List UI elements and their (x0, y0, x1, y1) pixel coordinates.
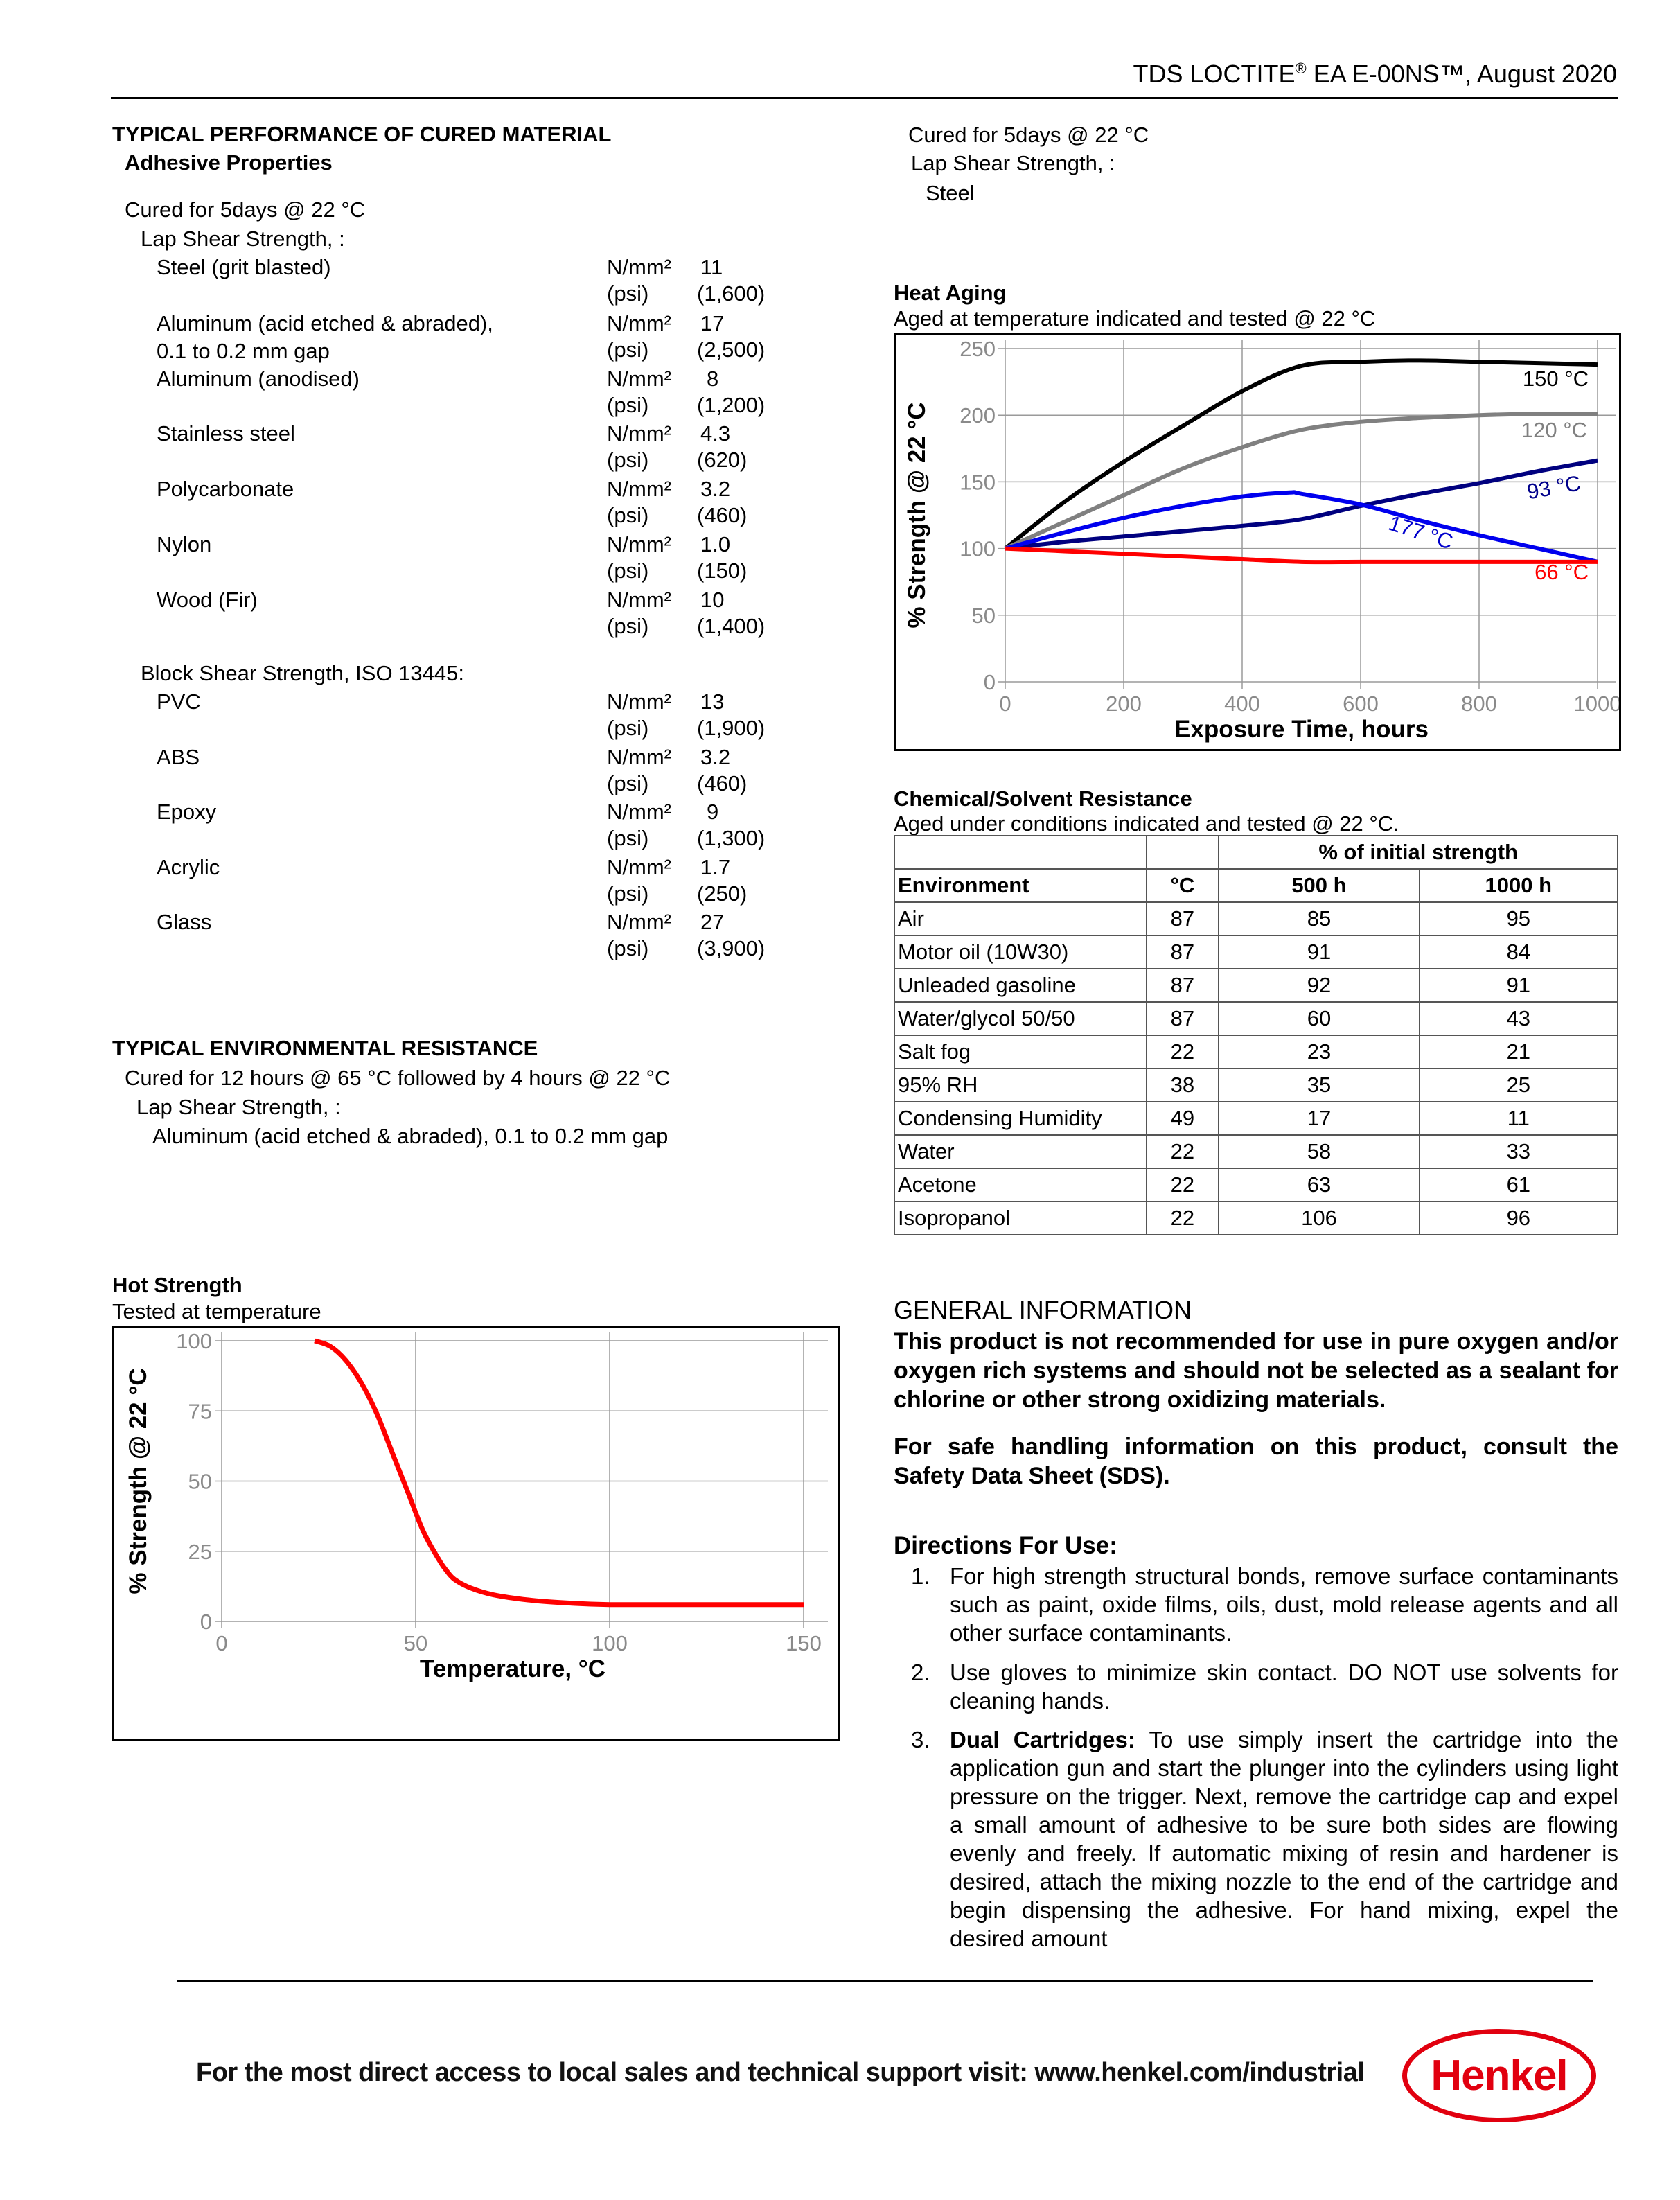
block-shear-label: Block Shear Strength, ISO 13445: (141, 661, 464, 685)
list-number: 1. (911, 1563, 930, 1589)
y-tick-label: 100 (176, 1329, 212, 1353)
series-label: 177 °C (1386, 510, 1456, 554)
table-cell: 22 (1147, 1202, 1219, 1235)
unit-psi: (psi) (607, 771, 649, 795)
x-tick-label: 1000 (1573, 692, 1619, 716)
hot-strength-chart (112, 1326, 840, 1741)
unit-psi: (psi) (607, 393, 649, 417)
series-line (1005, 461, 1598, 549)
value-nmm2: 1.7 (700, 855, 731, 879)
table-cell: 17 (1219, 1102, 1419, 1135)
value-nmm2: 3.2 (700, 477, 731, 501)
value-psi: (460) (697, 771, 748, 795)
unit-psi: (psi) (607, 826, 649, 850)
value-psi: (150) (697, 558, 748, 583)
table-cell: 60 (1219, 1002, 1419, 1035)
right-cure-conditions: Cured for 5days @ 22 °C (908, 123, 1149, 147)
table-body (894, 902, 1618, 1235)
table-row (894, 1035, 1618, 1068)
table-cell: 22 (1147, 1035, 1219, 1068)
doc-title: TDS LOCTITE (1133, 60, 1296, 88)
direction-lead: Dual Cartridges: (950, 1727, 1135, 1752)
value-psi: (250) (697, 881, 748, 906)
value-nmm2: 13 (700, 689, 725, 714)
y-tick-label: 100 (960, 536, 996, 561)
env-cure-conditions: Cured for 12 hours @ 65 °C followed by 4 hours @ 22 °C (125, 1066, 671, 1090)
direction-text (950, 1725, 1618, 1953)
table-row (894, 1168, 1618, 1202)
substrate-name: PVC (157, 689, 201, 714)
table-cell: Motor oil (10W30) (894, 935, 1147, 969)
x-tick-label: 600 (1343, 692, 1379, 716)
value-nmm2: 8 (707, 367, 719, 391)
unit-psi: (psi) (607, 448, 649, 472)
value-psi: (2,500) (697, 337, 766, 362)
x-axis-label: Exposure Time, hours (1174, 716, 1429, 743)
unit-nmm2: N/mm² (607, 800, 671, 824)
x-tick-label: 800 (1461, 692, 1497, 716)
unit-psi: (psi) (607, 281, 649, 306)
substrate-name: Wood (Fir) (157, 588, 258, 612)
table-cell: Condensing Humidity (894, 1102, 1147, 1135)
direction-body: To use simply insert the cartridge into the application gun and start the plunger into the cylinders using light pressure on the trigger. Next, remove the cartridge cap and expel a small amount of adhesive to be sure both sides are flowing evenly and freely. If automatic mixing of resin and hardener is desired, attach the mixing nozzle to the end of the cartridge and begin dispensing the adhesive. For hand mixing, expel the desired amount (950, 1727, 1619, 1951)
table-cell: 85 (1219, 902, 1419, 935)
x-tick-label: 100 (592, 1631, 628, 1655)
value-nmm2: 9 (707, 800, 719, 824)
y-tick-label: 50 (971, 603, 996, 628)
y-tick-label: 75 (188, 1399, 212, 1424)
series-label: 93 °C (1525, 470, 1583, 504)
substrate-name: Steel (grit blasted) (157, 255, 331, 279)
table-cell: 49 (1147, 1102, 1219, 1135)
x-tick-label: 0 (999, 692, 1011, 716)
table-cell: 38 (1147, 1068, 1219, 1102)
table-cell: 22 (1147, 1135, 1219, 1168)
unit-nmm2: N/mm² (607, 689, 671, 714)
table-cell: Air (894, 902, 1147, 935)
table-row (894, 1135, 1618, 1168)
value-psi: (620) (697, 448, 748, 472)
x-tick-label: 150 (786, 1631, 822, 1655)
right-lap-shear-label: Lap Shear Strength, : (911, 151, 1115, 175)
substrate-name: ABS (157, 745, 200, 769)
table-cell: 91 (1219, 935, 1419, 969)
table-row (894, 1068, 1618, 1102)
x-tick-label: 400 (1224, 692, 1260, 716)
unit-psi: (psi) (607, 881, 649, 906)
table-cell: Isopropanol (894, 1202, 1147, 1235)
right-substrate: Steel (926, 181, 975, 205)
series-line (315, 1341, 804, 1605)
list-item (157, 254, 780, 309)
env-substrate: Aluminum (acid etched & abraded), 0.1 to 0.2 mm gap (152, 1124, 669, 1148)
list-item (157, 798, 780, 854)
chem-title: Chemical/Solvent Resistance (894, 786, 1192, 811)
table-cell (894, 836, 1147, 869)
section-title-performance: TYPICAL PERFORMANCE OF CURED MATERIAL (112, 122, 612, 146)
list-number: 2. (911, 1660, 930, 1685)
unit-nmm2: N/mm² (607, 745, 671, 769)
y-tick-label: 250 (960, 337, 996, 361)
env-lap-shear-label: Lap Shear Strength, : (136, 1095, 341, 1119)
column-header: 1000 h (1420, 869, 1618, 902)
substrate-name: Acrylic (157, 855, 220, 879)
substrate-name: Polycarbonate (157, 477, 294, 501)
list-item (157, 475, 780, 531)
substrate-name: Aluminum (acid etched & abraded), (157, 311, 493, 335)
unit-nmm2: N/mm² (607, 311, 671, 335)
unit-nmm2: N/mm² (607, 910, 671, 934)
value-psi: (1,300) (697, 826, 766, 850)
value-nmm2: 17 (700, 311, 725, 335)
x-tick-label: 0 (215, 1631, 228, 1655)
heat-aging-title: Heat Aging (894, 281, 1007, 305)
table-cell: 58 (1219, 1135, 1419, 1168)
table-cell: 96 (1420, 1202, 1618, 1235)
value-psi: (1,900) (697, 716, 766, 740)
column-header: 500 h (1219, 869, 1419, 902)
hot-strength-plot (114, 1328, 838, 1739)
chem-subtitle: Aged under conditions indicated and tested @ 22 °C. (894, 811, 1399, 836)
value-psi: (1,400) (697, 614, 766, 638)
list-number: 3. (911, 1727, 930, 1752)
henkel-logo (1402, 2029, 1596, 2122)
table-cell: 35 (1219, 1068, 1419, 1102)
substrate-name-line2: 0.1 to 0.2 mm gap (157, 339, 330, 363)
table-cell: 87 (1147, 935, 1219, 969)
series-label: 120 °C (1521, 418, 1587, 442)
heat-aging-chart (894, 333, 1621, 751)
value-nmm2: 1.0 (700, 532, 731, 556)
table-cell: Water/glycol 50/50 (894, 1002, 1147, 1035)
list-item (157, 531, 780, 586)
group-header: % of initial strength (1219, 836, 1618, 869)
table-cell: 43 (1420, 1002, 1618, 1035)
table-header-row (894, 869, 1618, 902)
footer-support-text[interactable]: For the most direct access to local sales and technical support visit: www.henkel.com/industrial (196, 2058, 1365, 2087)
value-nmm2: 11 (700, 255, 723, 279)
series-label: 66 °C (1535, 560, 1589, 584)
value-nmm2: 3.2 (700, 745, 731, 769)
series-label: 150 °C (1522, 367, 1589, 391)
value-psi: (1,200) (697, 393, 766, 417)
x-axis-label: Temperature, °C (419, 1655, 606, 1682)
unit-nmm2: N/mm² (607, 532, 671, 556)
value-nmm2: 27 (700, 910, 725, 934)
substrate-name: Glass (157, 910, 212, 934)
table-cell: 25 (1420, 1068, 1618, 1102)
y-tick-label: 25 (188, 1539, 212, 1564)
table-row (894, 969, 1618, 1002)
header-divider (111, 97, 1618, 99)
y-axis-label: % Strength @ 22 °C (125, 1368, 152, 1594)
heat-aging-subtitle: Aged at temperature indicated and tested @ 22 °C (894, 306, 1376, 331)
unit-psi: (psi) (607, 558, 649, 583)
list-item (157, 420, 780, 475)
unit-nmm2: N/mm² (607, 255, 671, 279)
y-tick-label: 200 (960, 403, 996, 428)
table-cell: 21 (1420, 1035, 1618, 1068)
table-cell: 92 (1219, 969, 1419, 1002)
y-tick-label: 0 (983, 670, 996, 694)
table-cell: 106 (1219, 1202, 1419, 1235)
table-cell: Water (894, 1135, 1147, 1168)
substrate-name: Aluminum (anodised) (157, 367, 360, 391)
table-cell: Unleaded gasoline (894, 969, 1147, 1002)
table-row (894, 1002, 1618, 1035)
registered-mark: ® (1295, 60, 1307, 77)
list-item (157, 908, 780, 964)
table-cell: 91 (1420, 969, 1618, 1002)
unit-nmm2: N/mm² (607, 855, 671, 879)
table-row (894, 1102, 1618, 1135)
substrate-name: Stainless steel (157, 421, 295, 446)
unit-psi: (psi) (607, 936, 649, 960)
directions-title: Directions For Use: (894, 1532, 1117, 1559)
hot-strength-subtitle: Tested at temperature (112, 1299, 321, 1323)
table-cell: 87 (1147, 969, 1219, 1002)
oxygen-warning: This product is not recommended for use in pure oxygen and/or oxygen rich systems and should not be selected as a sealant for chlorine or other strong oxidizing materials. (894, 1328, 1618, 1413)
table-group-header-row (894, 836, 1618, 869)
value-psi: (1,600) (697, 281, 766, 306)
column-header: Environment (894, 869, 1147, 902)
table-cell: 33 (1420, 1135, 1618, 1168)
list-item (157, 688, 780, 743)
section-title-environmental: TYPICAL ENVIRONMENTAL RESISTANCE (112, 1036, 538, 1060)
subtitle-adhesive-properties: Adhesive Properties (125, 150, 333, 175)
table-cell: 23 (1219, 1035, 1419, 1068)
table-row (894, 902, 1618, 935)
list-item (157, 365, 780, 421)
heat-aging-plot (896, 335, 1619, 749)
list-item (157, 310, 780, 365)
list-item (157, 854, 780, 909)
table-cell: Acetone (894, 1168, 1147, 1202)
table-cell: 22 (1147, 1168, 1219, 1202)
substrate-name: Nylon (157, 532, 212, 556)
unit-psi: (psi) (607, 503, 649, 527)
y-tick-label: 0 (200, 1610, 212, 1634)
unit-nmm2: N/mm² (607, 421, 671, 446)
footer-divider (177, 1980, 1593, 1982)
table-row (894, 1202, 1618, 1235)
value-psi: (460) (697, 503, 748, 527)
list-item (157, 743, 780, 799)
y-tick-label: 150 (960, 470, 996, 495)
cure-conditions: Cured for 5days @ 22 °C (125, 197, 366, 222)
x-tick-label: 200 (1106, 692, 1142, 716)
unit-psi: (psi) (607, 716, 649, 740)
unit-psi: (psi) (607, 614, 649, 638)
unit-nmm2: N/mm² (607, 477, 671, 501)
y-tick-label: 50 (188, 1469, 212, 1494)
table-row (894, 935, 1618, 969)
logo-text: Henkel (1431, 2052, 1568, 2100)
series-line (1005, 549, 1598, 563)
unit-psi: (psi) (607, 337, 649, 362)
table-cell: 87 (1147, 902, 1219, 935)
list-item (157, 586, 780, 642)
general-info-title: GENERAL INFORMATION (894, 1296, 1192, 1324)
table-cell: Salt fog (894, 1035, 1147, 1068)
table-cell: 95% RH (894, 1068, 1147, 1102)
value-nmm2: 4.3 (700, 421, 731, 446)
table-cell: 84 (1420, 935, 1618, 969)
value-psi: (3,900) (697, 936, 766, 960)
y-axis-label: % Strength @ 22 °C (903, 402, 930, 628)
value-nmm2: 10 (700, 588, 725, 612)
direction-text: For high strength structural bonds, remove surface contaminants such as paint, oxide films, oils, dust, mold release agents and all other surface contaminants. (950, 1563, 1618, 1646)
sds-note: For safe handling information on this product, consult the Safety Data Sheet (SDS). (894, 1434, 1618, 1489)
table-cell: 95 (1420, 902, 1618, 935)
table-cell: 11 (1420, 1102, 1618, 1135)
table-cell: 87 (1147, 1002, 1219, 1035)
chemical-resistance-table (894, 835, 1618, 1235)
unit-nmm2: N/mm² (607, 367, 671, 391)
table-cell: 63 (1219, 1168, 1419, 1202)
table-cell (1147, 836, 1219, 869)
column-header: °C (1147, 869, 1219, 902)
unit-nmm2: N/mm² (607, 588, 671, 612)
substrate-name: Epoxy (157, 800, 217, 824)
x-tick-label: 50 (403, 1631, 428, 1655)
lap-shear-label: Lap Shear Strength, : (141, 227, 345, 251)
document-header (1039, 60, 1617, 89)
table-cell: 61 (1420, 1168, 1618, 1202)
hot-strength-title: Hot Strength (112, 1273, 242, 1297)
doc-title-date: EA E-00NS™, August 2020 (1306, 60, 1617, 88)
direction-text: Use gloves to minimize skin contact. DO NOT use solvents for cleaning hands. (950, 1660, 1618, 1714)
